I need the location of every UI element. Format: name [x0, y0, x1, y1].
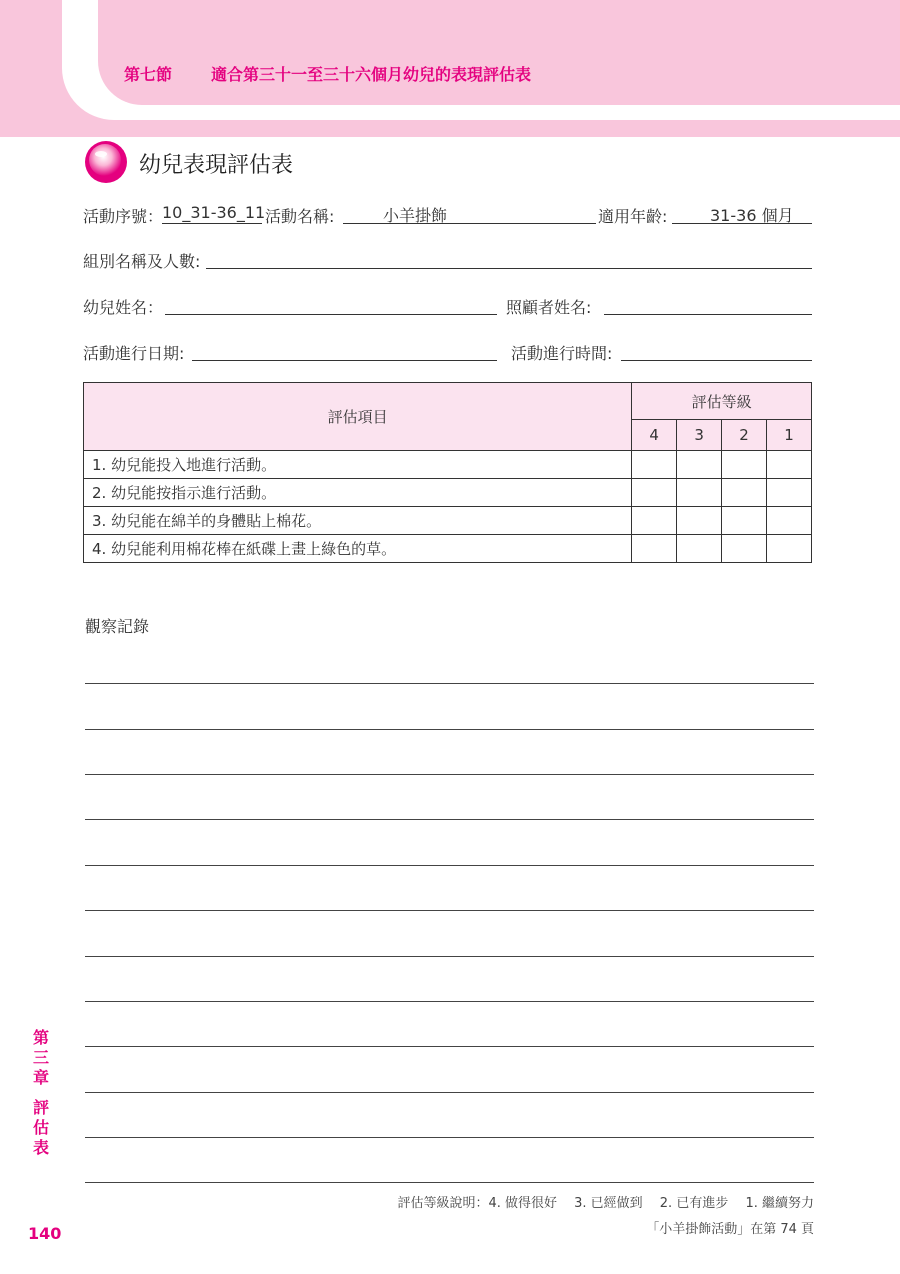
section-label: 第七節 — [124, 65, 173, 84]
page-number: 140 — [28, 1224, 62, 1243]
activity-name-label: 活動名稱: — [265, 207, 335, 226]
side-char: 表 — [32, 1138, 49, 1157]
observation-line[interactable] — [85, 1092, 814, 1093]
observation-line[interactable] — [85, 1137, 814, 1138]
item-text: 4. 幼兒能利用棉花棒在紙碟上畫上綠色的草。 — [84, 535, 632, 563]
date-field[interactable] — [192, 340, 497, 361]
side-char: 章 — [32, 1068, 49, 1087]
observation-line[interactable] — [85, 774, 814, 775]
observation-line[interactable] — [85, 910, 814, 911]
grade-cell[interactable] — [677, 479, 722, 507]
page-reference: 「小羊掛飾活動」在第 74 頁 — [646, 1222, 814, 1237]
age-value: 31-36 個月 — [710, 206, 794, 225]
grade-cell[interactable] — [722, 507, 767, 535]
side-char: 第 — [32, 1028, 49, 1047]
observation-line[interactable] — [85, 819, 814, 820]
section-title: 適合第三十一至三十六個月幼兒的表現評估表 — [211, 65, 532, 84]
grade-cell[interactable] — [632, 451, 677, 479]
time-label: 活動進行時間: — [511, 344, 613, 363]
page-title: 幼兒表現評估表 — [139, 153, 294, 178]
child-name-field[interactable] — [165, 294, 497, 315]
item-text: 1. 幼兒能投入地進行活動。 — [84, 451, 632, 479]
grade-cell[interactable] — [632, 479, 677, 507]
grade-cell[interactable] — [722, 535, 767, 563]
time-field[interactable] — [621, 340, 812, 361]
observation-label: 觀察記錄 — [85, 617, 150, 636]
grade-cell[interactable] — [722, 479, 767, 507]
table-row — [84, 507, 812, 535]
group-field[interactable] — [206, 248, 812, 269]
activity-no-value: 10_31-36_11 — [162, 203, 266, 222]
grade-cell[interactable] — [677, 507, 722, 535]
activity-name-value: 小羊掛飾 — [383, 206, 448, 225]
grade-cell[interactable] — [632, 535, 677, 563]
activity-no-field[interactable] — [162, 203, 266, 224]
header-panel — [98, 0, 900, 105]
age-field[interactable] — [672, 203, 812, 224]
item-text: 2. 幼兒能按指示進行活動。 — [84, 479, 632, 507]
activity-name-field[interactable] — [343, 203, 596, 224]
grade-legend: 評估等級說明：4. 做得很好 3. 已經做到 2. 已有進步 1. 繼續努力 — [397, 1196, 814, 1211]
evaluation-table — [83, 382, 812, 563]
grade-header: 評估等級 — [632, 383, 812, 420]
side-chapter-label — [30, 1028, 52, 1088]
observation-line[interactable] — [85, 683, 814, 684]
grade-cell[interactable] — [767, 479, 812, 507]
side-char: 估 — [32, 1118, 49, 1137]
observation-line[interactable] — [85, 1001, 814, 1002]
table-row — [84, 451, 812, 479]
item-header: 評估項目 — [84, 383, 632, 451]
child-name-label: 幼兒姓名： — [83, 298, 164, 317]
caregiver-field[interactable] — [604, 294, 812, 315]
grade-cell[interactable] — [767, 507, 812, 535]
observation-line[interactable] — [85, 956, 814, 957]
grade-cell[interactable] — [632, 507, 677, 535]
grade-cell[interactable] — [767, 535, 812, 563]
observation-line[interactable] — [85, 1182, 814, 1183]
activity-no-label: 活動序號： — [83, 207, 164, 226]
item-text: 3. 幼兒能在綿羊的身體貼上棉花。 — [84, 507, 632, 535]
grade-4-header: 4 — [632, 420, 677, 451]
table-row — [84, 479, 812, 507]
observation-line[interactable] — [85, 865, 814, 866]
observation-line[interactable] — [85, 1046, 814, 1047]
side-section-label — [30, 1098, 52, 1158]
observation-line[interactable] — [85, 729, 814, 730]
grade-1-header: 1 — [767, 420, 812, 451]
grade-cell[interactable] — [767, 451, 812, 479]
grade-2-header: 2 — [722, 420, 767, 451]
group-label: 組別名稱及人數: — [83, 252, 201, 271]
grade-3-header: 3 — [677, 420, 722, 451]
pink-circle-icon — [84, 140, 128, 184]
grade-cell[interactable] — [677, 535, 722, 563]
side-char: 評 — [32, 1098, 49, 1117]
grade-cell[interactable] — [722, 451, 767, 479]
age-label: 適用年齡: — [598, 207, 668, 226]
side-char: 三 — [32, 1048, 49, 1067]
table-row — [84, 535, 812, 563]
grade-cell[interactable] — [677, 451, 722, 479]
date-label: 活動進行日期: — [83, 344, 185, 363]
caregiver-label: 照顧者姓名: — [506, 298, 592, 317]
